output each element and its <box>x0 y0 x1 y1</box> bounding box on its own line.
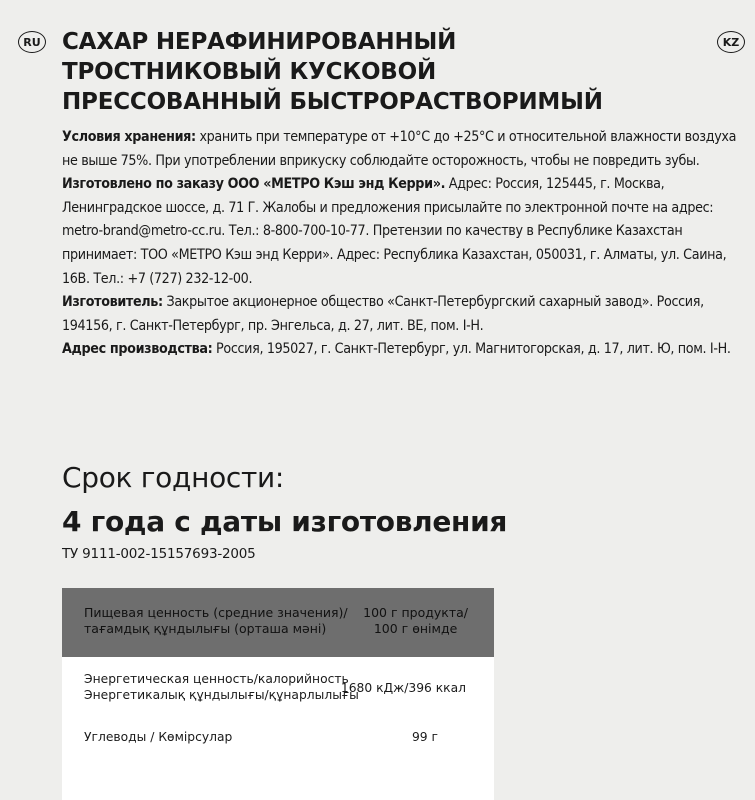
nutrition-table-header <box>62 588 494 657</box>
shelf-life-label: Срок годности: <box>62 461 285 494</box>
header-label-kz: тағамдық құндылығы (орташа мәні) <box>84 621 327 636</box>
storage-label: Условия хранения: <box>62 129 196 145</box>
production-address <box>62 338 752 362</box>
ru-language-badge: RU <box>18 31 46 53</box>
production-label: Адрес производства: <box>62 341 213 358</box>
manufacturer-label: Изготовитель: <box>62 294 163 311</box>
storage-text: хранить при температуре от +10°C до +25°C и относительной влажности воздуха не выше 75%. При употреблении вприкуску соблюдайте осторожность, чтобы не повредить зубы. <box>62 129 737 169</box>
title-line-3: ПРЕССОВАННЫЙ БЫСТРОРАСТВОРИМЫЙ <box>62 89 603 116</box>
energy-label <box>84 671 359 703</box>
shelf-life-value: 4 года с даты изготовления <box>62 505 508 538</box>
nutrition-table <box>62 588 494 800</box>
manufacturer-text: Закрытое акционерное общество «Санкт-Петербургский сахарный завод». Россия, 194156, г. Санкт-Петербург, пр. Энгельса, д. 27, лит. ВЕ, пом. I-Н. <box>62 294 704 334</box>
nutrition-header-label <box>84 605 348 637</box>
energy-label-ru: Энергетическая ценность/калорийность <box>84 672 349 686</box>
header-amount-ru: 100 г продукта/ <box>363 605 468 620</box>
made-for-label: Изготовлено по заказу ООО «МЕТРО Кэш энд Керри». <box>62 176 446 193</box>
storage-conditions <box>62 126 752 173</box>
carbs-label: Углеводы / Көмірсулар <box>84 730 233 744</box>
energy-label-kz: Энергетикалық құндылығы/құнарлылығы <box>84 688 359 702</box>
title-line-1: САХАР НЕРАФИНИРОВАННЫЙ <box>62 29 457 55</box>
made-for-info <box>62 173 752 291</box>
nutrition-row-energy <box>62 671 494 721</box>
header-amount-kz: 100 г өнімде <box>373 621 458 636</box>
title-line-2: ТРОСТНИКОВЫЙ КУСКОВОЙ <box>62 59 437 86</box>
product-title <box>62 27 722 117</box>
nutrition-header-amount <box>363 605 468 637</box>
made-for-text: Адрес: Россия, 125445, г. Москва, Ленинградское шоссе, д. 71 Г. Жалобы и предложения присылайте по электронной почте на адрес: metro-brand@metro-cc.ru. Тел.: 8-800-700-10-77. Претензии по качеству в Республике Казахстан принимает: ТОО «МЕТРО Кэш энд Керри». Адрес: Республика Казахстан, 050031, г. Алматы, ул. Саина, 16В. Тел.: +7 (727) 232-12-00. <box>62 176 727 287</box>
manufacturer-info <box>62 291 752 338</box>
header-label-ru: Пищевая ценность (средние значения)/ <box>84 605 348 620</box>
shelf-life <box>62 456 507 544</box>
technical-spec-number: ТУ 9111-002-15157693-2005 <box>62 546 256 562</box>
carbs-value: 99 г <box>411 730 438 744</box>
product-info-text <box>62 126 752 362</box>
production-text: Россия, 195027, г. Санкт-Петербург, ул. Магнитогорская, д. 17, лит. Ю, пом. I-Н. <box>212 341 731 358</box>
kz-language-badge: KZ <box>717 31 745 53</box>
energy-value: 1680 кДж/396 ккал <box>340 681 466 695</box>
